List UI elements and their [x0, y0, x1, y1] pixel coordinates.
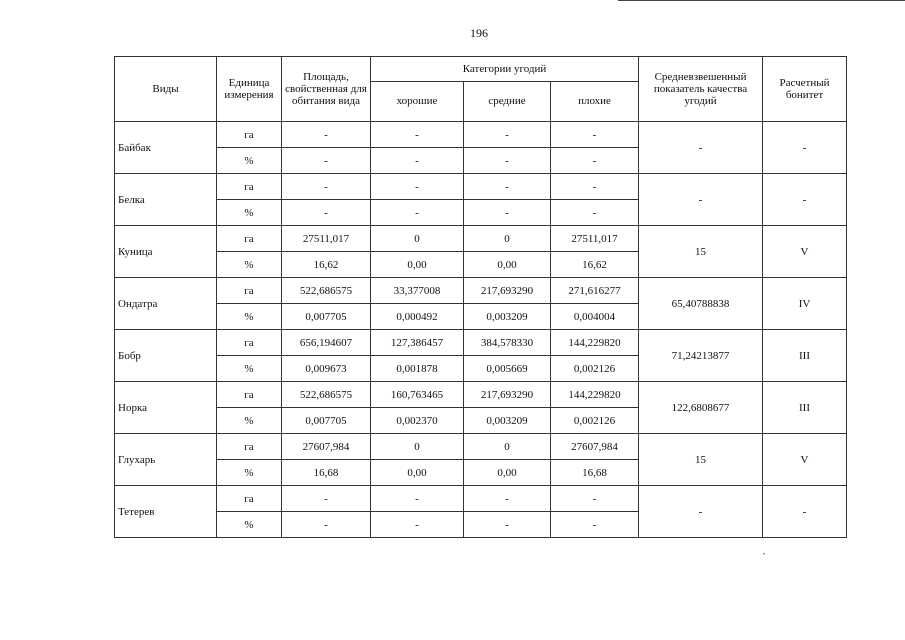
- good-cell: -: [371, 174, 464, 200]
- unit-cell: %: [217, 200, 282, 226]
- species-name: Белка: [115, 174, 217, 226]
- habitat-table: [114, 56, 847, 538]
- area-cell: -: [282, 122, 371, 148]
- poor-cell: 0,002126: [551, 408, 639, 434]
- unit-cell: %: [217, 356, 282, 382]
- poor-cell: 0,004004: [551, 304, 639, 330]
- bonitet-cell: -: [763, 122, 847, 174]
- bonitet-cell: IV: [763, 278, 847, 330]
- unit-cell: га: [217, 122, 282, 148]
- species-name: Бобр: [115, 330, 217, 382]
- quality-cell: 15: [639, 226, 763, 278]
- header-poor: плохие: [551, 81, 639, 121]
- quality-cell: 15: [639, 434, 763, 486]
- area-cell: 0,007705: [282, 408, 371, 434]
- unit-cell: %: [217, 512, 282, 538]
- header-quality: Средневзвешенный показатель качества угодий: [639, 57, 763, 122]
- poor-cell: -: [551, 200, 639, 226]
- quality-cell: 65,40788838: [639, 278, 763, 330]
- bonitet-cell: III: [763, 382, 847, 434]
- unit-cell: га: [217, 434, 282, 460]
- area-cell: 27511,017: [282, 226, 371, 252]
- area-cell: 522,686575: [282, 382, 371, 408]
- header-area: Площадь, свойственная для обитания вида: [282, 57, 371, 122]
- medium-cell: -: [464, 486, 551, 512]
- poor-cell: 27607,984: [551, 434, 639, 460]
- poor-cell: -: [551, 174, 639, 200]
- unit-cell: %: [217, 252, 282, 278]
- medium-cell: 0,00: [464, 252, 551, 278]
- medium-cell: -: [464, 512, 551, 538]
- poor-cell: -: [551, 512, 639, 538]
- unit-cell: га: [217, 330, 282, 356]
- bonitet-cell: -: [763, 486, 847, 538]
- species-name: Байбак: [115, 122, 217, 174]
- species-name: Глухарь: [115, 434, 217, 486]
- good-cell: -: [371, 122, 464, 148]
- top-rule: [618, 0, 905, 1]
- quality-cell: 122,6808677: [639, 382, 763, 434]
- quality-cell: 71,24213877: [639, 330, 763, 382]
- unit-cell: га: [217, 174, 282, 200]
- table-row: [115, 330, 847, 356]
- area-cell: -: [282, 512, 371, 538]
- medium-cell: 217,693290: [464, 382, 551, 408]
- area-cell: 522,686575: [282, 278, 371, 304]
- bonitet-cell: V: [763, 226, 847, 278]
- header-medium: средние: [464, 81, 551, 121]
- good-cell: -: [371, 200, 464, 226]
- medium-cell: 217,693290: [464, 278, 551, 304]
- area-cell: 16,68: [282, 460, 371, 486]
- area-cell: 0,009673: [282, 356, 371, 382]
- header-unit: Единица измерения: [217, 57, 282, 122]
- medium-cell: 0: [464, 434, 551, 460]
- poor-cell: 16,68: [551, 460, 639, 486]
- bonitet-cell: III: [763, 330, 847, 382]
- good-cell: 0,002370: [371, 408, 464, 434]
- medium-cell: -: [464, 148, 551, 174]
- table-row: [115, 486, 847, 512]
- bonitet-cell: -: [763, 174, 847, 226]
- header-good: хорошие: [371, 81, 464, 121]
- area-cell: 656,194607: [282, 330, 371, 356]
- medium-cell: 0,00: [464, 460, 551, 486]
- species-name: Норка: [115, 382, 217, 434]
- table-row: [115, 434, 847, 460]
- area-cell: -: [282, 174, 371, 200]
- table-body: [115, 122, 847, 538]
- unit-cell: га: [217, 278, 282, 304]
- good-cell: 0: [371, 434, 464, 460]
- good-cell: -: [371, 148, 464, 174]
- poor-cell: 27511,017: [551, 226, 639, 252]
- good-cell: -: [371, 512, 464, 538]
- poor-cell: 144,229820: [551, 330, 639, 356]
- header-species: Виды: [115, 57, 217, 122]
- good-cell: 0,001878: [371, 356, 464, 382]
- unit-cell: га: [217, 226, 282, 252]
- table-row: [115, 382, 847, 408]
- table-row: [115, 278, 847, 304]
- table-row: [115, 226, 847, 252]
- poor-cell: -: [551, 486, 639, 512]
- good-cell: 0: [371, 226, 464, 252]
- unit-cell: %: [217, 304, 282, 330]
- medium-cell: 0: [464, 226, 551, 252]
- area-cell: 16,62: [282, 252, 371, 278]
- good-cell: 33,377008: [371, 278, 464, 304]
- species-name: Куница: [115, 226, 217, 278]
- poor-cell: -: [551, 148, 639, 174]
- medium-cell: 0,003209: [464, 304, 551, 330]
- good-cell: 127,386457: [371, 330, 464, 356]
- medium-cell: 384,578330: [464, 330, 551, 356]
- page-number: 196: [470, 26, 488, 40]
- quality-cell: -: [639, 486, 763, 538]
- good-cell: 0,00: [371, 252, 464, 278]
- area-cell: -: [282, 486, 371, 512]
- unit-cell: %: [217, 408, 282, 434]
- header-bonitet: Расчетный бонитет: [763, 57, 847, 122]
- area-cell: -: [282, 148, 371, 174]
- poor-cell: -: [551, 122, 639, 148]
- poor-cell: 16,62: [551, 252, 639, 278]
- medium-cell: -: [464, 122, 551, 148]
- unit-cell: %: [217, 148, 282, 174]
- species-name: Тетерев: [115, 486, 217, 538]
- poor-cell: 271,616277: [551, 278, 639, 304]
- poor-cell: 144,229820: [551, 382, 639, 408]
- area-cell: 0,007705: [282, 304, 371, 330]
- unit-cell: га: [217, 382, 282, 408]
- unit-cell: га: [217, 486, 282, 512]
- scan-mark: •: [763, 552, 766, 558]
- good-cell: 0,00: [371, 460, 464, 486]
- unit-cell: %: [217, 460, 282, 486]
- good-cell: -: [371, 486, 464, 512]
- area-cell: -: [282, 200, 371, 226]
- medium-cell: 0,005669: [464, 356, 551, 382]
- quality-cell: -: [639, 174, 763, 226]
- table-row: [115, 174, 847, 200]
- good-cell: 0,000492: [371, 304, 464, 330]
- header-categories: Категории угодий: [371, 57, 639, 82]
- bonitet-cell: V: [763, 434, 847, 486]
- table-row: [115, 122, 847, 148]
- poor-cell: 0,002126: [551, 356, 639, 382]
- area-cell: 27607,984: [282, 434, 371, 460]
- medium-cell: -: [464, 174, 551, 200]
- quality-cell: -: [639, 122, 763, 174]
- good-cell: 160,763465: [371, 382, 464, 408]
- medium-cell: -: [464, 200, 551, 226]
- medium-cell: 0,003209: [464, 408, 551, 434]
- species-name: Ондатра: [115, 278, 217, 330]
